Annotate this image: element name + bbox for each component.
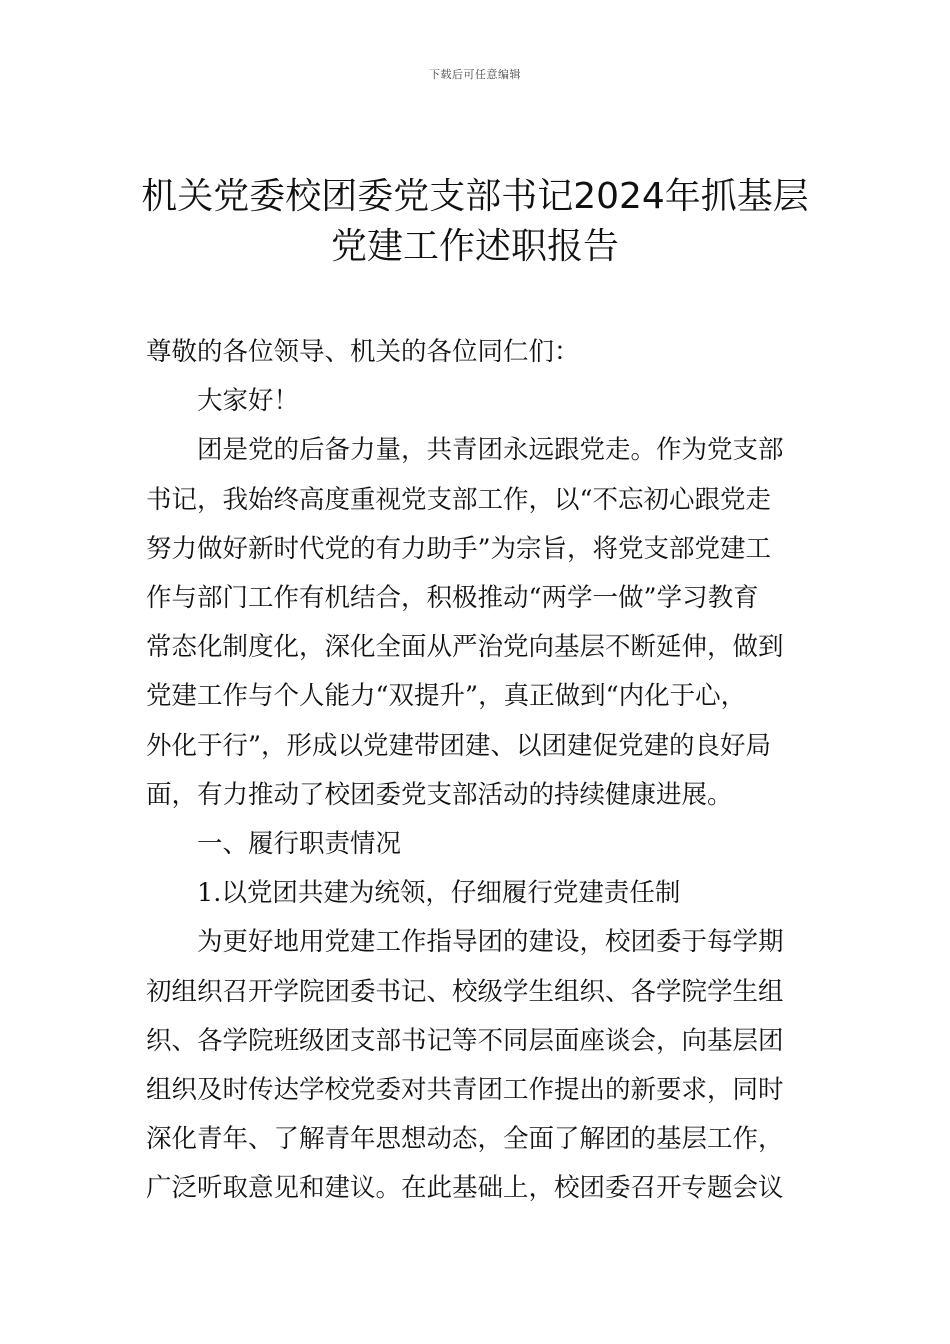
paragraph-line: 为更好地用党建工作指导团的建设，校团委于每学期 xyxy=(197,927,784,958)
paragraph-line: 书记，我始终高度重视党支部工作，以“不忘初心跟党走 xyxy=(146,484,772,515)
title-line-2: 党建工作述职报告 xyxy=(330,226,619,267)
section-heading: 一、履行职责情况 xyxy=(197,829,402,860)
paragraph-line: 织、各学院班级团支部书记等不同层面座谈会，向基层团 xyxy=(146,1025,784,1056)
page-header-note: 下载后可任意编辑 xyxy=(429,68,521,81)
paragraph-party-league xyxy=(146,918,808,1213)
salutation: 尊敬的各位领导、机关的各位同仁们： xyxy=(146,337,580,367)
paragraph-line: 外化于行”，形成以党建带团建、以团建促党建的良好局 xyxy=(146,730,772,761)
paragraph-line: 党建工作与个人能力“双提升”，真正做到“内化于心， xyxy=(146,681,747,712)
paragraph-line: 团是党的后备力量，共青团永远跟党走。作为党支部 xyxy=(197,435,784,466)
paragraph-line: 面，有力推动了校团委党支部活动的持续健康进展。 xyxy=(146,779,733,810)
paragraph-line: 努力做好新时代党的有力助手”为宗旨，将党支部党建工 xyxy=(146,533,772,564)
paragraph-line: 深化青年、了解青年思想动态，全面了解团的基层工作， xyxy=(146,1124,784,1155)
paragraph-line: 常态化制度化，深化全面从严治党向基层不断延伸，做到 xyxy=(146,632,784,663)
paragraph-line: 广泛听取意见和建议。在此基础上，校团委召开专题会议 xyxy=(146,1173,784,1204)
paragraph-intro xyxy=(146,426,808,820)
document-title xyxy=(100,172,850,272)
paragraph-line: 组织及时传达学校党委对共青团工作提出的新要求，同时 xyxy=(146,1075,784,1106)
paragraph-line: 作与部门工作有机结合，积极推动“两学一做”学习教育 xyxy=(146,583,759,614)
title-line-1: 机关党委校团委党支部书记2024年抓基层 xyxy=(141,176,809,217)
paragraph-line: 初组织召开学院团委书记、校级学生组织、各学院学生组 xyxy=(146,976,784,1007)
greeting: 大家好！ xyxy=(197,386,300,417)
document-body xyxy=(146,328,808,1214)
subsection-heading: 1.以党团共建为统领，仔细履行党建责任制 xyxy=(197,878,681,909)
